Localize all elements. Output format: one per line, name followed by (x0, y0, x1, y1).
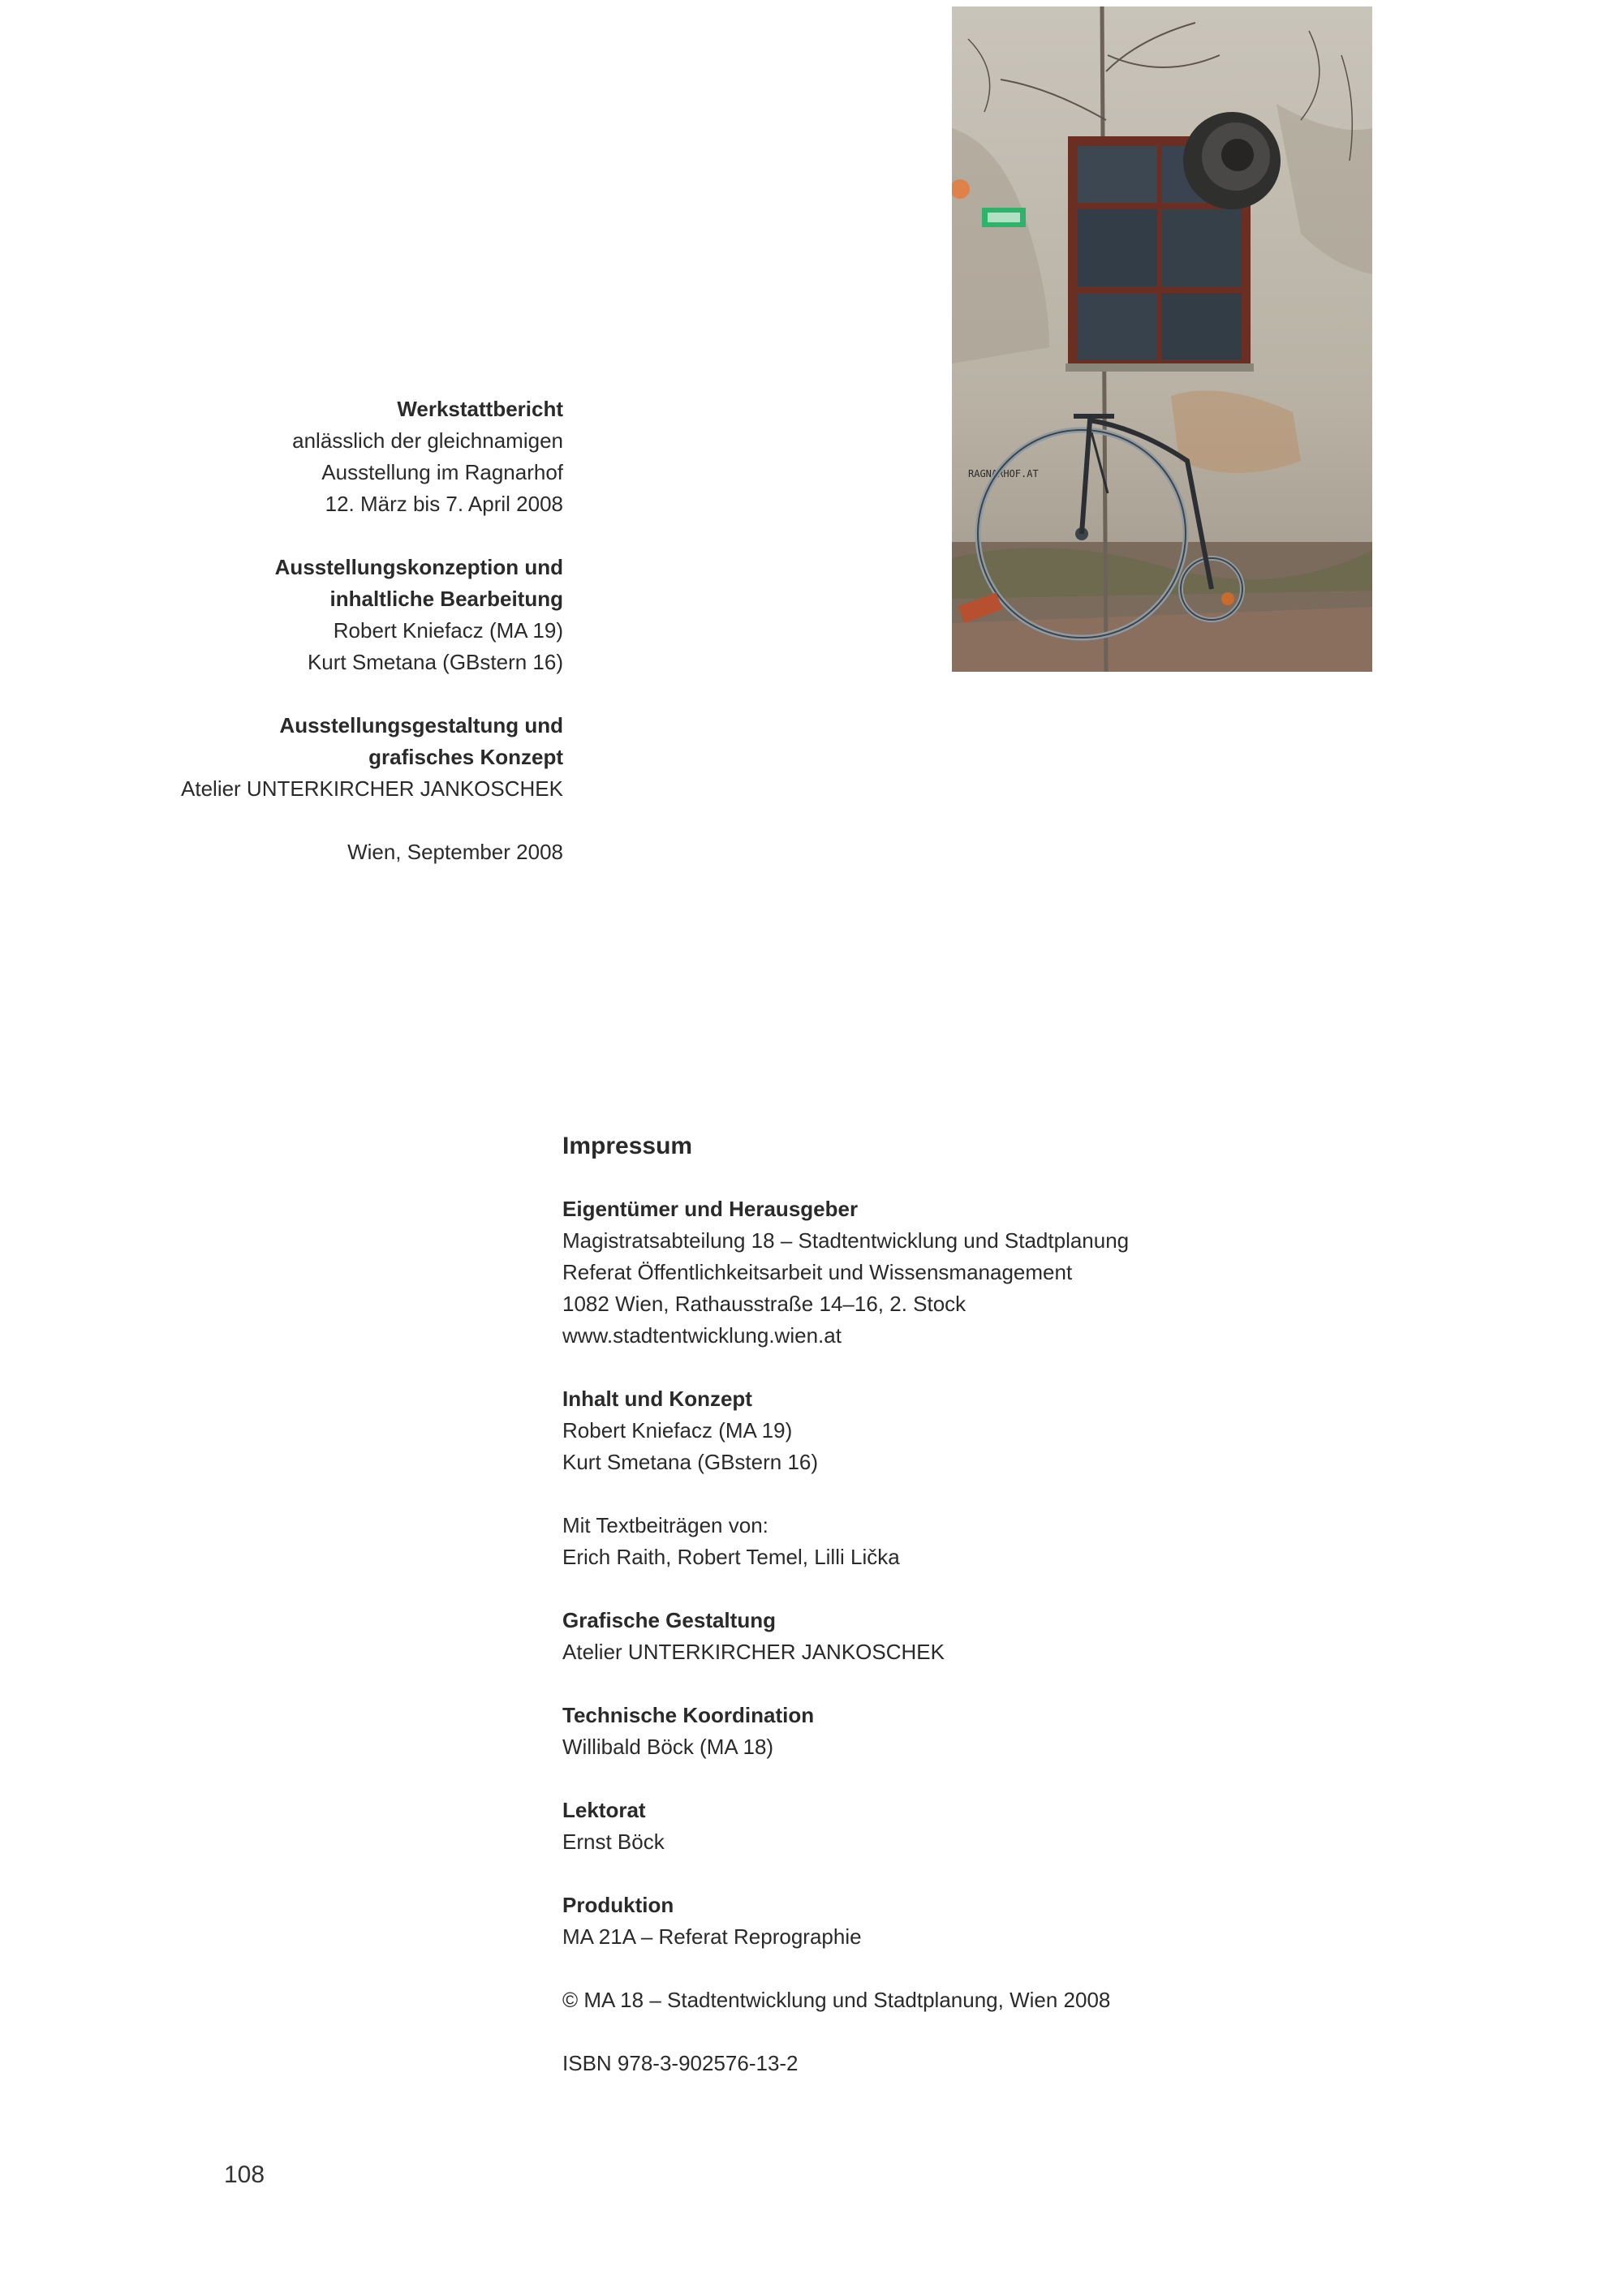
credits-konzeption-name: Kurt Smetana (GBstern 16) (307, 650, 563, 674)
impressum-line: Magistratsabteilung 18 – Stadtentwicklung und Stadtplanung (562, 1228, 1130, 1253)
impressum-heading: Produktion (562, 1893, 674, 1917)
impressum-line: Ernst Böck (562, 1829, 665, 1854)
impressum-line: MA 21A – Referat Reprographie (562, 1924, 862, 1949)
impressum-heading: Grafische Gestaltung (562, 1608, 776, 1632)
credits-block (162, 393, 563, 900)
photo-illustration (952, 6, 1372, 672)
impressum-heading: Inhalt und Konzept (562, 1387, 752, 1411)
credits-werkstatt (162, 393, 563, 520)
credits-gestaltung (162, 710, 563, 805)
page-number: 108 (224, 2161, 265, 2188)
window-pane (1078, 209, 1157, 286)
photo-penny-farthing (952, 6, 1372, 672)
credits-gestaltung-title: grafisches Konzept (368, 745, 563, 769)
credits-werkstatt-line: 12. März bis 7. April 2008 (325, 492, 563, 516)
impressum-heading: Lektorat (562, 1798, 646, 1822)
credits-konzeption (162, 552, 563, 678)
window-pane (1162, 209, 1242, 286)
impressum-produktion (562, 1890, 1374, 1953)
credits-werkstatt-title: Werkstattbericht (397, 397, 563, 421)
impressum-line: 1082 Wien, Rathausstraße 14–16, 2. Stock (562, 1292, 966, 1316)
window-pane (1078, 146, 1157, 203)
credits-date: Wien, September 2008 (347, 840, 563, 864)
impressum-line: Kurt Smetana (GBstern 16) (562, 1450, 819, 1474)
impressum-line: Mit Textbeiträgen von: (562, 1513, 768, 1537)
impressum-copyright-group (562, 1984, 1374, 2016)
impressum-line: Willibald Böck (MA 18) (562, 1735, 774, 1759)
impressum-website: www.stadtentwicklung.wien.at (562, 1323, 842, 1348)
credits-date-group (162, 836, 563, 868)
impressum-copyright: © MA 18 – Stadtentwicklung und Stadtplanung, Wien 2008 (562, 1988, 1111, 2012)
impressum-technik (562, 1700, 1374, 1763)
wall-sign-text: RAGNARHOF.AT (968, 468, 1039, 479)
impressum-eigentuemer (562, 1193, 1374, 1352)
gear-hub (1221, 139, 1254, 171)
credits-konzeption-title: inhaltliche Bearbeitung (329, 587, 563, 611)
credits-konzeption-title: Ausstellungskonzeption und (274, 555, 563, 579)
exit-sign-pictogram (988, 213, 1020, 222)
credits-gestaltung-title: Ausstellungsgestaltung und (279, 713, 563, 737)
impressum-line: Referat Öffentlichkeitsarbeit und Wissensmanagement (562, 1260, 1073, 1284)
credits-werkstatt-line: Ausstellung im Ragnarhof (321, 460, 563, 484)
impressum-isbn: ISBN 978-3-902576-13-2 (562, 2051, 799, 2075)
impressum-lektorat (562, 1795, 1374, 1858)
impressum-line: Atelier UNTERKIRCHER JANKOSCHEK (562, 1640, 945, 1664)
credits-konzeption-name: Robert Kniefacz (MA 19) (333, 618, 563, 643)
impressum-heading: Eigentümer und Herausgeber (562, 1197, 859, 1221)
leaf-pile (1221, 592, 1234, 605)
impressum-textbeitraege (562, 1510, 1374, 1573)
impressum-inhalt (562, 1383, 1374, 1478)
impressum-isbn-group (562, 2048, 1374, 2079)
window-pane (1078, 293, 1157, 359)
impressum-line: Erich Raith, Robert Temel, Lilli Lička (562, 1545, 900, 1569)
credits-gestaltung-name: Atelier UNTERKIRCHER JANKOSCHEK (181, 776, 563, 801)
impressum-title: Impressum (562, 1133, 693, 1159)
window-sill (1065, 363, 1254, 372)
impressum-section (562, 1130, 1374, 2111)
credits-werkstatt-line: anlässlich der gleichnamigen (292, 428, 563, 453)
impressum-line: Robert Kniefacz (MA 19) (562, 1418, 793, 1443)
impressum-heading: Technische Koordination (562, 1703, 815, 1727)
impressum-grafik (562, 1605, 1374, 1668)
window-pane (1162, 293, 1242, 359)
